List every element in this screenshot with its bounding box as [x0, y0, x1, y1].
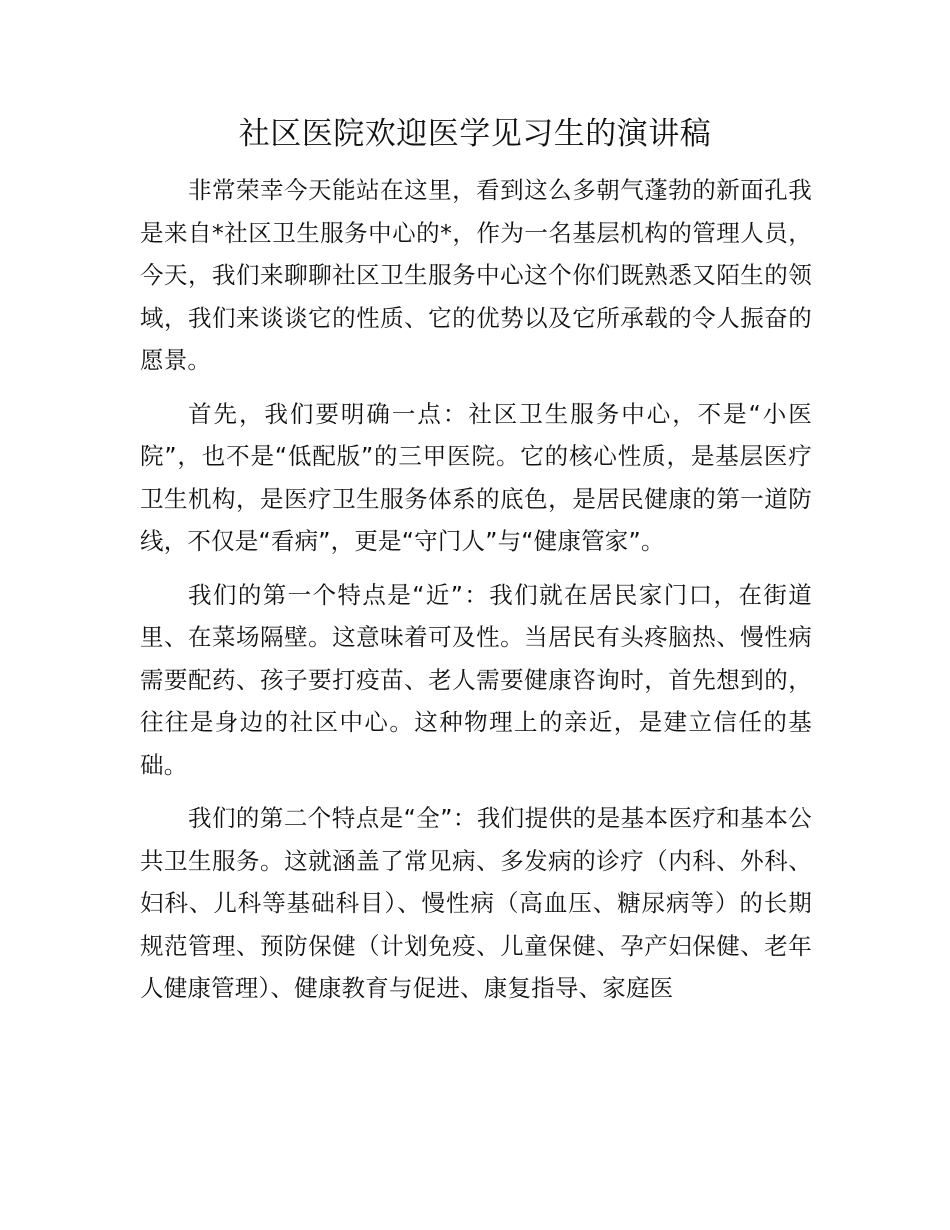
paragraph-nature: 首先，我们要明确一点：社区卫生服务中心，不是“小医院”，也不是“低配版”的三甲医院。它的核心性质，是基层医疗卫生机构，是医疗卫生服务体系的底色，是居民健康的第一道防线，不仅是“看病”，更是“守门人”与“健康管家”。 — [140, 399, 812, 555]
paragraph-feature-comprehensive: 我们的第二个特点是“全”：我们提供的是基本医疗和基本公共卫生服务。这就涵盖了常见病、多发病的诊疗（内科、外科、妇科、儿科等基础科目）、慢性病（高血压、糖尿病等）的长期规范管理、预防保健（计划免疫、儿童保健、孕产妇保健、老年人健康管理）、健康教育与促进、康复指导、家庭医 — [140, 804, 812, 1002]
document-title: 社区医院欢迎医学见习生的演讲稿 — [238, 116, 712, 152]
document-body — [140, 169, 812, 1021]
paragraph-intro: 非常荣幸今天能站在这里，看到这么多朝气蓬勃的新面孔我是来自*社区卫生服务中心的*，作为一名基层机构的管理人员，今天，我们来聊聊社区卫生服务中心这个你们既熟悉又陌生的领域，我们来谈谈它的性质、它的优势以及它所承载的令人振奋的愿景。 — [140, 176, 812, 374]
paragraph-feature-near: 我们的第一个特点是“近”：我们就在居民家门口，在街道里、在菜场隔壁。这意味着可及性。当居民有头疼脑热、慢性病需要配药、孩子要打疫苗、老人需要健康咨询时，首先想到的，往往是身边的社区中心。这种物理上的亲近，是建立信任的基础。 — [140, 580, 812, 779]
